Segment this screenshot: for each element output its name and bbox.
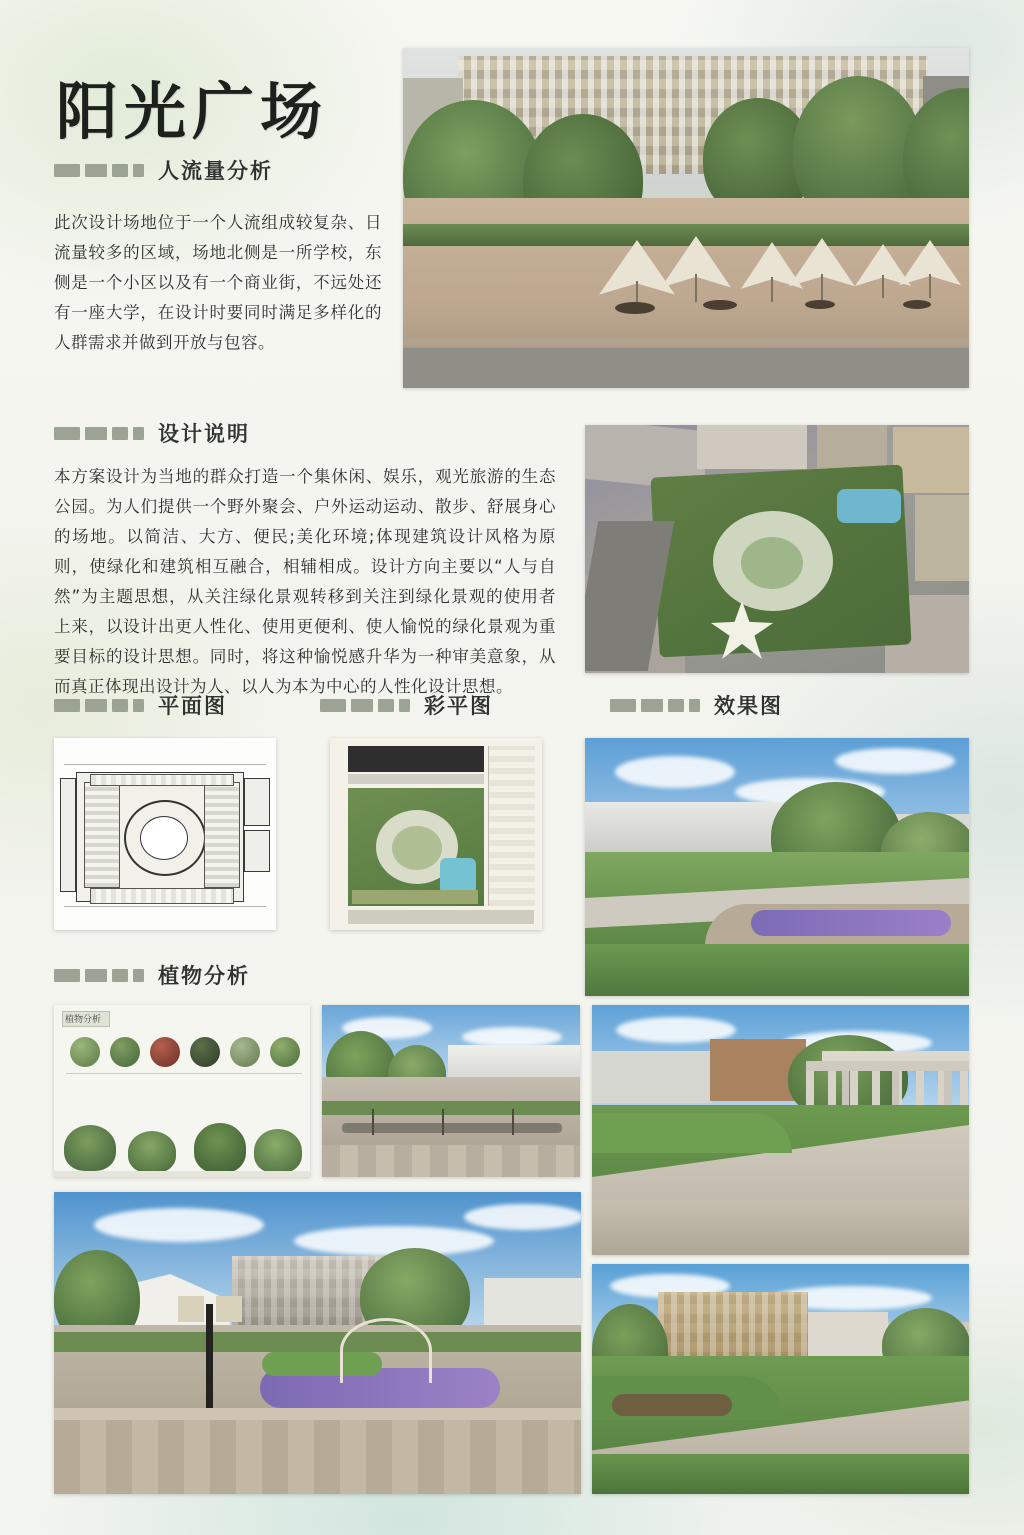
dash-marker-icon — [54, 699, 144, 712]
section-title-desc: 设计说明 — [158, 422, 250, 446]
section-text-flow: 此次设计场地位于一个人流组成较复杂、日流量较多的区域，场地北侧是一所学校，东侧是一个小区以及有一个商业街，不远处还有一座大学，在设计时要同时满足多样化的人群需求并做到开放与包容。 — [54, 213, 382, 352]
img-render-pergola — [592, 1005, 969, 1255]
section-title-plan: 平面图 — [158, 694, 227, 718]
dash-marker-icon — [54, 164, 144, 177]
plant-analysis-label: 植物分析 — [65, 1015, 102, 1025]
img-render-building-path — [592, 1264, 969, 1494]
dash-marker-icon — [610, 699, 700, 712]
dash-marker-icon — [54, 427, 144, 440]
page-title: 阳光广场 — [56, 75, 329, 148]
section-title-colorplan: 彩平图 — [424, 694, 493, 718]
dash-marker-icon — [320, 699, 410, 712]
section-title-plants: 植物分析 — [158, 964, 250, 988]
section-header-desc — [54, 418, 250, 448]
img-render-square — [322, 1005, 580, 1177]
img-plant-analysis — [54, 1005, 310, 1177]
img-plan-drawing — [54, 738, 276, 930]
section-title-render: 效果图 — [714, 694, 783, 718]
section-header-plants — [54, 960, 250, 990]
section-header-render — [610, 690, 783, 720]
img-render-lawn — [585, 738, 969, 996]
section-header-colorplan — [320, 690, 493, 720]
img-plaza-umbrellas — [403, 48, 969, 388]
img-aerial-model — [585, 425, 969, 673]
img-color-plan — [330, 738, 542, 930]
dash-marker-icon — [54, 969, 144, 982]
section-text-desc: 本方案设计为当地的群众打造一个集休闲、娱乐，观光旅游的生态公园。为人们提供一个野外聚会、户外运动运动、散步、舒展身心的场地。以简洁、大方、便民;美化环境;体现建筑设计风格为原则，使绿化和建筑相互融合，相辅相成。设计方向主要以“人与自然”为主题思想，从关注绿化景观转移到关注到绿化景观的使用者上来，以设计出更人性化、使用更便利、使人愉悦的绿化景观为重要目标的设计思想。同时，将这种愉悦感升华为一种审美意象，从而真正体现出设计为人、以人为本为中心的人性化设计思想。 — [54, 467, 556, 696]
section-header-flow — [54, 155, 273, 185]
section-header-plan — [54, 690, 227, 720]
section-title-flow: 人流量分析 — [158, 159, 273, 183]
img-render-night-plaza — [54, 1192, 581, 1494]
